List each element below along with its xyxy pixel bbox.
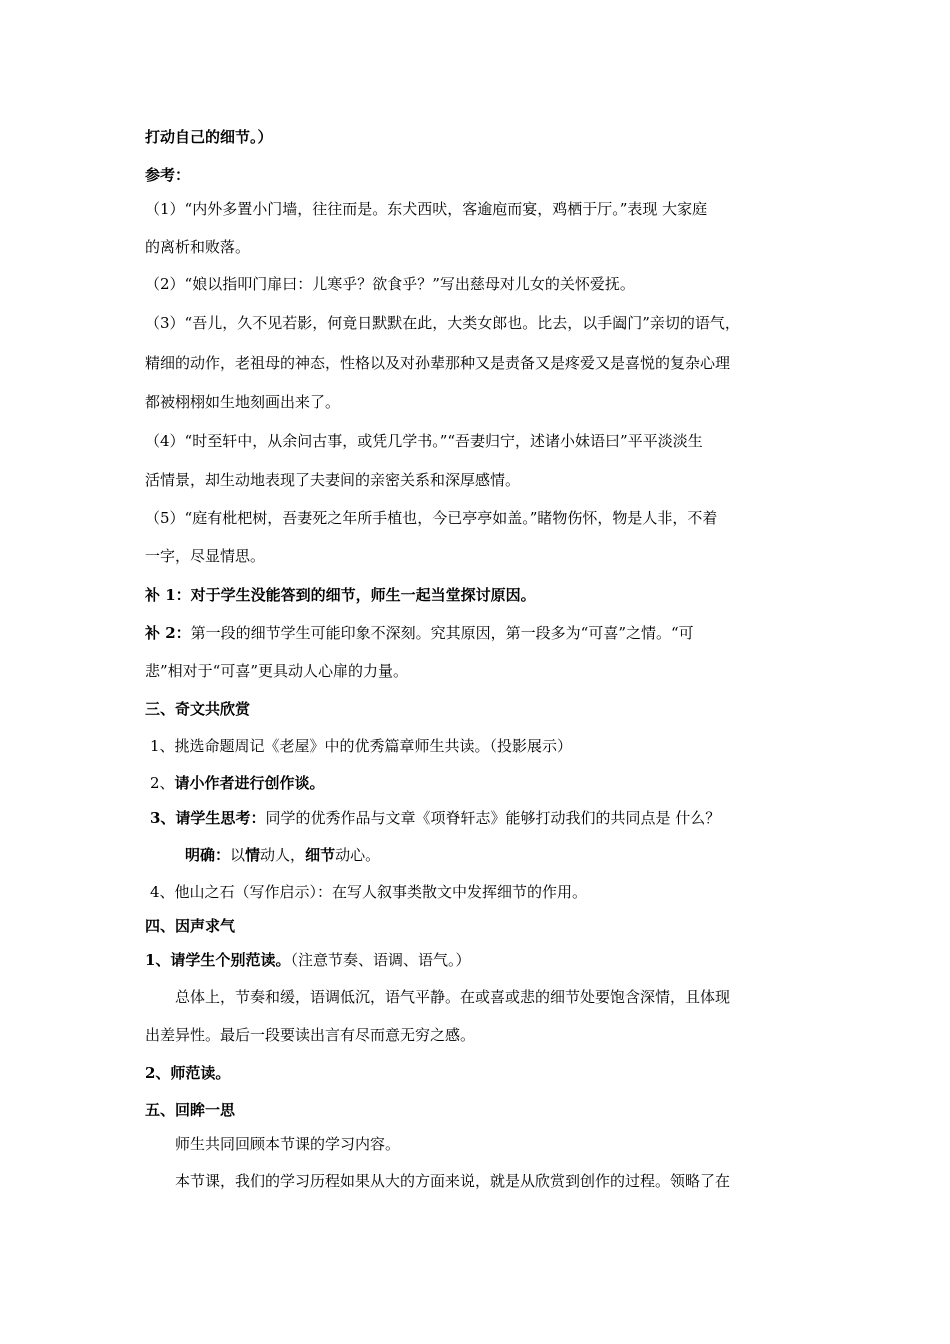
section-heading-5: 五、回眸一思: [145, 1101, 236, 1119]
list-item: [150, 773, 325, 793]
section-heading-3: 三、奇文共欣赏: [145, 700, 251, 718]
paragraph-line: （2）“娘以指叩门扉曰：儿寒乎？欲食乎？”写出慈母对儿女的关怀爱抚。: [145, 275, 635, 293]
paragraph-line: （5）“庭有枇杷树，吾妻死之年所手植也，今已亭亭如盖。”睹物伤怀，物是人非，不着: [145, 509, 718, 527]
list-item-number: 2、: [150, 774, 175, 792]
paragraph-line: 出差异性。最后一段要读出言有尽而意无穷之感。: [145, 1026, 476, 1044]
supplement-2-label: 补 2：: [145, 624, 191, 642]
section-heading-4: 四、因声求气: [145, 917, 236, 935]
paragraph-line: 打动自己的细节。）: [145, 128, 273, 146]
list-item-text: 同学的优秀作品与文章《项脊轩志》能够打动我们的共同点是 什么？: [265, 809, 721, 827]
list-item: [150, 808, 720, 828]
paragraph-line: 本节课，我们的学习历程如果从大的方面来说，就是从欣赏到创作的过程。领略了在: [175, 1172, 731, 1190]
paragraph-line: （4）“时至轩中，从余问古事，或凭几学书。”“吾妻归宁，述诸小妹语曰”平平淡淡生: [145, 432, 703, 450]
supplement-2: [145, 623, 694, 643]
list-item: [145, 950, 470, 970]
list-item-note: （注意节奏、语调、语气。）: [290, 951, 471, 969]
supplement-1: 补 1：对于学生没能答到的细节，师生一起当堂探讨原因。: [145, 586, 536, 604]
paragraph-line: 精细的动作，老祖母的神态，性格以及对孙辈那种又是责备又是疼爱又是喜悦的复杂心理: [145, 354, 731, 372]
list-item: 4、他山之石（写作启示）：在写人叙事类散文中发挥细节的作用。: [150, 883, 588, 901]
paragraph-line: 的离析和败落。: [145, 238, 251, 256]
clarification-text: 动心。: [335, 846, 381, 864]
clarification-text: 动人，: [260, 846, 306, 864]
list-item-text: 请小作者进行创作谈。: [174, 774, 325, 792]
clarification-emphasis: 情: [245, 846, 261, 864]
paragraph-line: （3）“吾儿，久不见若影，何竟日默默在此，大类女郎也。比去，以手阖门”亲切的语气，: [145, 314, 740, 332]
paragraph-line: 一字，尽显情思。: [145, 547, 266, 565]
list-item: 2、师范读。: [145, 1064, 231, 1082]
list-item: 1、挑选命题周记《老屋》中的优秀篇章师生共读。（投影展示）: [150, 737, 573, 755]
paragraph-line: 师生共同回顾本节课的学习内容。: [175, 1135, 401, 1153]
clarification-line: [185, 845, 380, 865]
supplement-2-text: 第一段的细节学生可能印象不深刻。究其原因，第一段多为“可喜”之情。“可: [190, 624, 694, 642]
paragraph-line: 总体上，节奏和缓，语调低沉，语气平静。在或喜或悲的细节处要饱含深情，且体现: [175, 988, 731, 1006]
reference-heading: 参考：: [145, 166, 191, 184]
clarification-emphasis: 细节: [305, 846, 336, 864]
clarification-text: 以: [230, 846, 246, 864]
paragraph-line: 悲”相对于“可喜”更具动人心扉的力量。: [145, 662, 409, 680]
paragraph-line: 活情景，却生动地表现了夫妻间的亲密关系和深厚感情。: [145, 471, 521, 489]
paragraph-line: （1）“内外多置小门墙，往往而是。东犬西吠，客逾庖而宴，鸡栖于厅。”表现 大家庭: [145, 200, 708, 218]
paragraph-line: 都被栩栩如生地刻画出来了。: [145, 393, 341, 411]
list-item-label: 3、请学生思考：: [150, 809, 266, 827]
list-item-text: 1、请学生个别范读。: [145, 951, 291, 969]
clarification-label: 明确：: [185, 846, 231, 864]
